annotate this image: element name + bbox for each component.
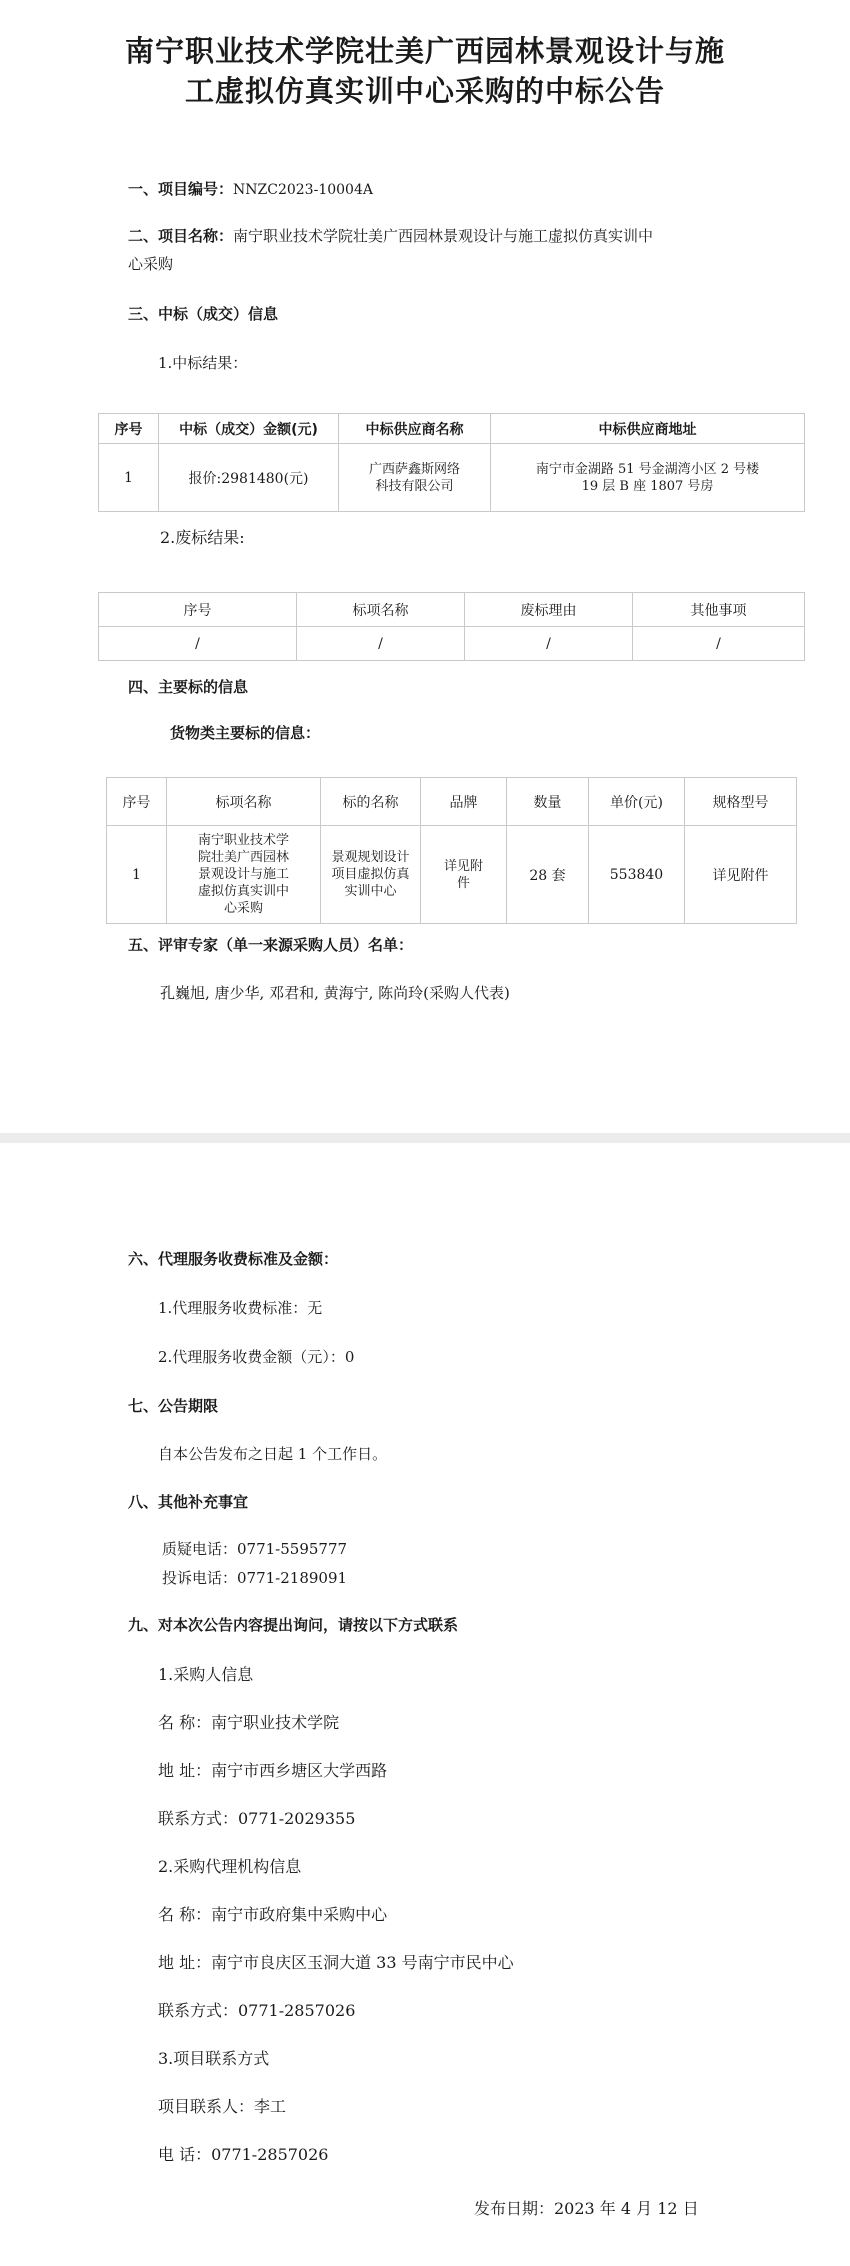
section3-heading: 三、中标（成交）信息 <box>128 305 279 323</box>
goods-col-qty: 数量 <box>507 778 589 826</box>
project-name-label: 二、项目名称： <box>128 227 234 245</box>
goods-brand-line: 件 <box>456 875 470 891</box>
goods-item-line: 南宁职业技术学 <box>197 833 289 848</box>
agency-phone: 联系方式：0771-2857026 <box>158 2001 356 2020</box>
goods-spec: 详见附件 <box>685 826 797 924</box>
goods-table-header-row <box>107 778 797 826</box>
award-col-supplier: 中标供应商名称 <box>339 414 491 444</box>
document-title-line2: 工虚拟仿真实训中心采购的中标公告 <box>184 74 665 108</box>
table-row <box>107 826 797 924</box>
award-result-label: 1.中标结果： <box>158 354 248 372</box>
section9-heading: 九、对本次公告内容提出询问，请按以下方式联系 <box>128 1616 459 1634</box>
invalid-cell: / <box>99 627 297 661</box>
project-number-value: NNZC2023-10004A <box>233 182 373 198</box>
purchaser-phone: 联系方式：0771-2029355 <box>158 1809 356 1828</box>
award-address <box>491 444 805 512</box>
invalid-col-no: 序号 <box>99 593 297 627</box>
complaint-phone: 投诉电话：0771-2189091 <box>162 1569 348 1587</box>
award-address-line2: 19 层 B 座 1807 号房 <box>581 478 714 494</box>
goods-target-line: 景观规划设计 <box>331 850 410 865</box>
goods-brand <box>421 826 507 924</box>
document-title-line1: 南宁职业技术学院壮美广西园林景观设计与施 <box>124 34 725 68</box>
invalid-cell: / <box>465 627 633 661</box>
purchaser-info-title: 1.采购人信息 <box>158 1665 254 1684</box>
section4-heading: 四、主要标的信息 <box>128 678 249 696</box>
invalid-result-label: 2.废标结果: <box>160 528 245 547</box>
project-contact-phone: 电 话：0771-2857026 <box>158 2145 329 2164</box>
invalid-table-header-row <box>99 593 805 627</box>
fee-amount: 2.代理服务收费金额（元）：0 <box>158 1348 355 1366</box>
agency-address: 地 址：南宁市良庆区玉洞大道 33 号南宁市民中心 <box>158 1953 514 1972</box>
goods-col-spec: 规格型号 <box>685 778 797 826</box>
goods-target-line: 项目虚拟仿真 <box>331 867 410 882</box>
purchaser-name: 名 称：南宁职业技术学院 <box>158 1713 340 1732</box>
goods-target-line: 实训中心 <box>344 884 397 899</box>
award-supplier <box>339 444 491 512</box>
goods-col-target: 标的名称 <box>321 778 421 826</box>
project-number-row <box>128 178 373 199</box>
expert-names: 孔巍旭, 唐少华, 邓君和, 黄海宁, 陈尚玲(采购人代表) <box>160 984 510 1002</box>
section5-heading: 五、评审专家（单一来源采购人员）名单： <box>128 936 414 954</box>
award-no: 1 <box>99 444 159 512</box>
invalid-col-item: 标项名称 <box>297 593 465 627</box>
goods-col-no: 序号 <box>107 778 167 826</box>
project-name-value-line2: 心采购 <box>128 255 174 273</box>
award-address-line1: 南宁市金湖路 51 号金湖湾小区 2 号楼 <box>535 461 760 477</box>
purchaser-address: 地 址：南宁市西乡塘区大学西路 <box>158 1761 388 1780</box>
agency-info-title: 2.采购代理机构信息 <box>158 1857 302 1876</box>
goods-info-label: 货物类主要标的信息： <box>170 724 321 742</box>
table-row <box>99 444 805 512</box>
goods-col-brand: 品牌 <box>421 778 507 826</box>
goods-info-table <box>106 777 797 924</box>
query-phone: 质疑电话：0771-5595777 <box>162 1540 348 1558</box>
award-result-table <box>98 413 805 512</box>
goods-item-name <box>167 826 321 924</box>
project-name-row <box>128 225 728 246</box>
project-contact-title: 3.项目联系方式 <box>158 2049 270 2068</box>
section7-heading: 七、公告期限 <box>128 1397 219 1415</box>
invalid-col-other: 其他事项 <box>633 593 805 627</box>
table-row <box>99 627 805 661</box>
award-col-address: 中标供应商地址 <box>491 414 805 444</box>
invalid-col-reason: 废标理由 <box>465 593 633 627</box>
goods-qty: 28 套 <box>507 826 589 924</box>
section6-heading: 六、代理服务收费标准及金额： <box>128 1250 339 1268</box>
publish-date: 发布日期：2023 年 4 月 12 日 <box>474 2199 699 2218</box>
goods-target-name <box>321 826 421 924</box>
project-name-value-line1: 南宁职业技术学院壮美广西园林景观设计与施工虚拟仿真实训中 <box>233 227 654 245</box>
goods-item-line: 院壮美广西园林 <box>197 850 289 865</box>
award-supplier-line2: 科技有限公司 <box>375 478 454 494</box>
goods-item-line: 景观设计与施工 <box>197 867 289 882</box>
goods-col-price: 单价(元) <box>589 778 685 826</box>
award-col-amount: 中标（成交）金额(元) <box>159 414 339 444</box>
invalid-cell: / <box>633 627 805 661</box>
goods-price: 553840 <box>589 826 685 924</box>
goods-no: 1 <box>107 826 167 924</box>
award-amount: 报价:2981480(元) <box>159 444 339 512</box>
notice-period: 自本公告发布之日起 1 个工作日。 <box>158 1445 388 1463</box>
section8-heading: 八、其他补充事宜 <box>128 1493 249 1511</box>
goods-item-line: 虚拟仿真实训中 <box>197 884 289 899</box>
award-table-header-row <box>99 414 805 444</box>
document-page-2 <box>0 1143 850 2266</box>
goods-brand-line: 详见附 <box>443 858 483 874</box>
goods-col-item: 标项名称 <box>167 778 321 826</box>
award-supplier-line1: 广西萨鑫斯网络 <box>368 461 460 477</box>
fee-standard: 1.代理服务收费标准：无 <box>158 1299 323 1317</box>
award-col-no: 序号 <box>99 414 159 444</box>
agency-name: 名 称：南宁市政府集中采购中心 <box>158 1905 388 1924</box>
project-contact-person: 项目联系人：李工 <box>158 2097 287 2116</box>
invalid-cell: / <box>297 627 465 661</box>
goods-item-line: 心采购 <box>223 901 263 916</box>
invalid-result-table <box>98 592 805 661</box>
project-number-label: 一、项目编号： <box>128 180 234 198</box>
